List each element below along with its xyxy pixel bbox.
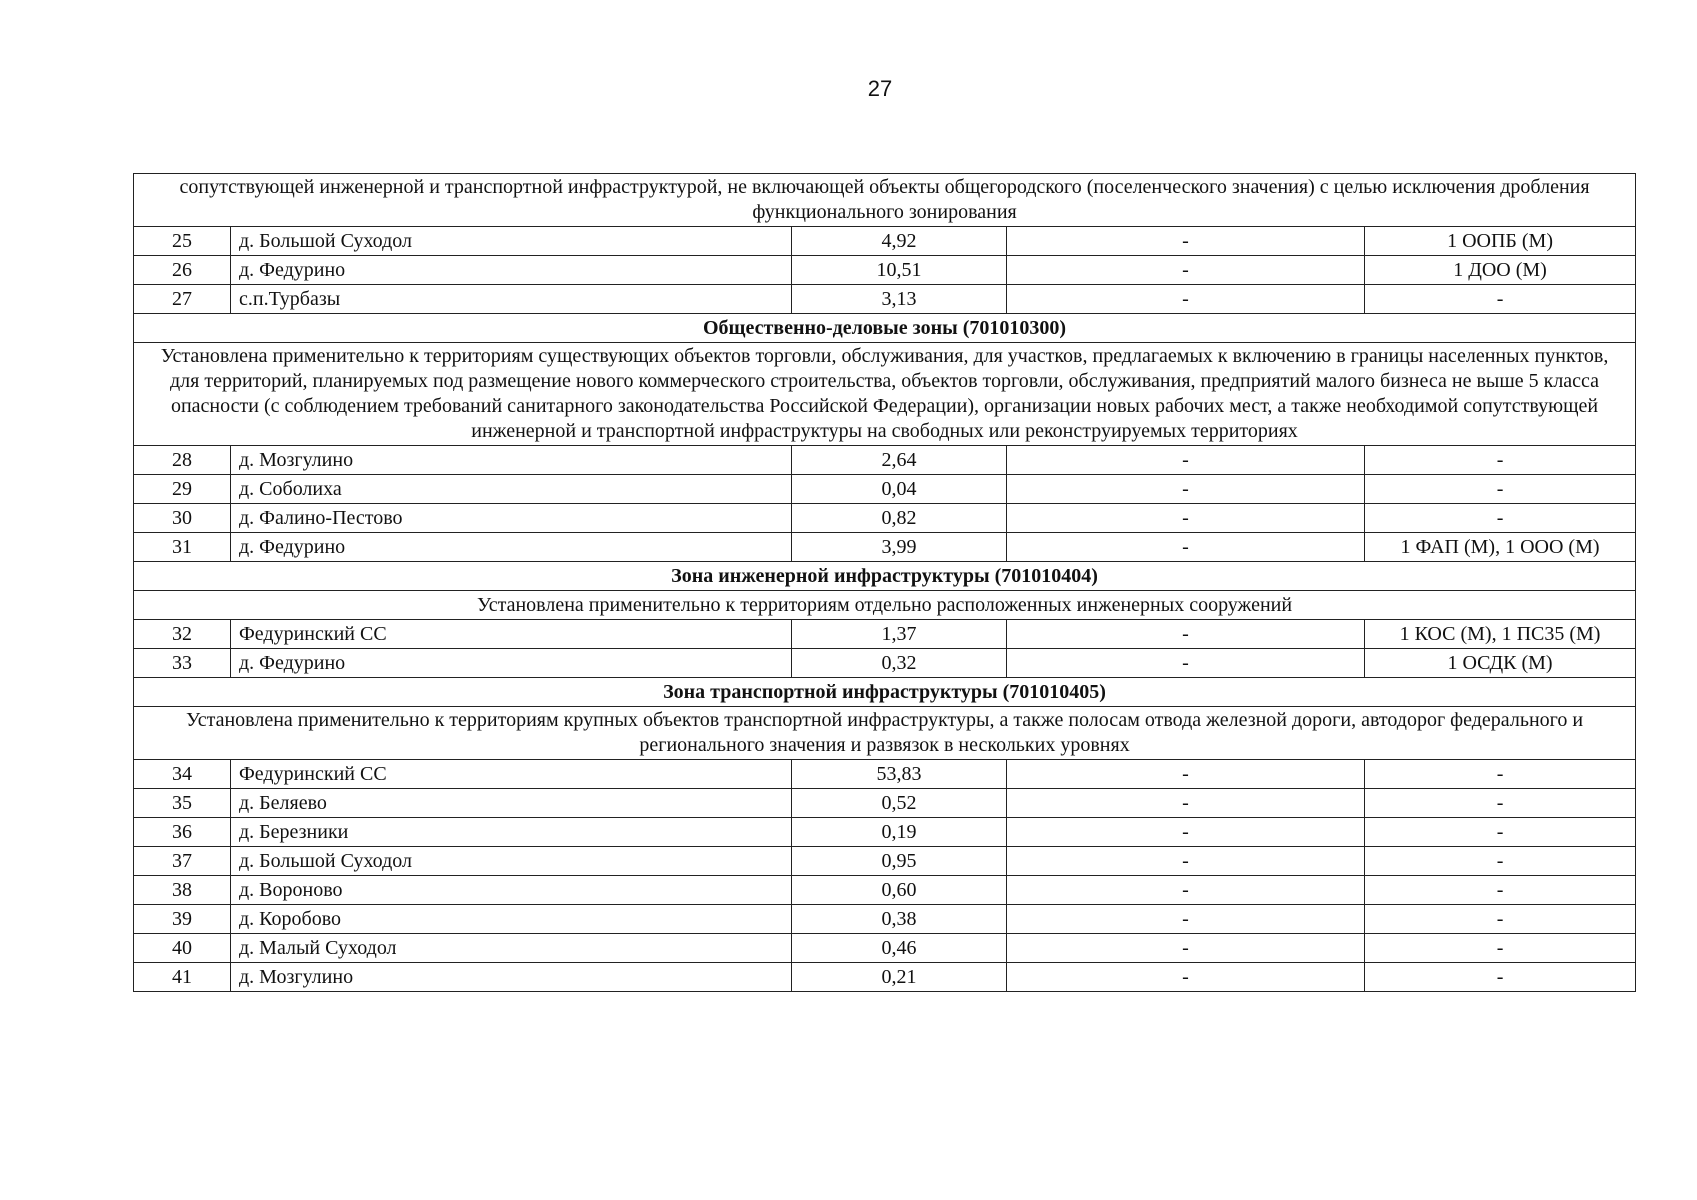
settlement-name: д. Соболиха — [231, 475, 792, 504]
table-row — [134, 649, 1636, 678]
settlement-name: д. Федурино — [231, 649, 792, 678]
zone-description: Установлена применительно к территориям крупных объектов транспортной инфраструктуры, а также полосам отвода железной дороги, автодорог федерального и регионального значения и развязок в нескольких уровнях — [134, 707, 1636, 760]
table-row — [134, 847, 1636, 876]
section-heading-row — [134, 678, 1636, 707]
area-value: 2,64 — [792, 446, 1007, 475]
objects-value: 1 КОС (М), 1 ПС35 (М) — [1365, 620, 1636, 649]
area-value: 0,19 — [792, 818, 1007, 847]
column-4-value: - — [1007, 905, 1365, 934]
row-number: 27 — [134, 285, 231, 314]
area-value: 0,38 — [792, 905, 1007, 934]
objects-value: - — [1365, 475, 1636, 504]
column-4-value: - — [1007, 256, 1365, 285]
settlement-name: д. Мозгулино — [231, 963, 792, 992]
table-row — [134, 446, 1636, 475]
area-value: 3,99 — [792, 533, 1007, 562]
table-row — [134, 285, 1636, 314]
section-heading: Общественно-деловые зоны (701010300) — [134, 314, 1636, 343]
note-row — [134, 174, 1636, 227]
table-row — [134, 963, 1636, 992]
settlement-name: д. Мозгулино — [231, 446, 792, 475]
column-4-value: - — [1007, 760, 1365, 789]
page-number: 27 — [867, 76, 893, 101]
column-4-value: - — [1007, 649, 1365, 678]
settlement-name: д. Фалино-Пестово — [231, 504, 792, 533]
area-value: 0,95 — [792, 847, 1007, 876]
settlement-name: д. Большой Суходол — [231, 847, 792, 876]
column-4-value: - — [1007, 876, 1365, 905]
section-heading: Зона инженерной инфраструктуры (701010404) — [134, 562, 1636, 591]
objects-value: - — [1365, 446, 1636, 475]
section-heading-row — [134, 314, 1636, 343]
zone-description: сопутствующей инженерной и транспортной инфраструктурой, не включающей объекты общегородского (поселенческого значения) с целью исключения дробления функционального зонирования — [134, 174, 1636, 227]
table-row — [134, 256, 1636, 285]
table-row — [134, 760, 1636, 789]
column-4-value: - — [1007, 789, 1365, 818]
table-row — [134, 504, 1636, 533]
area-value: 0,04 — [792, 475, 1007, 504]
settlement-name: д. Вороново — [231, 876, 792, 905]
area-value: 0,46 — [792, 934, 1007, 963]
section-heading: Зона транспортной инфраструктуры (701010405) — [134, 678, 1636, 707]
row-number: 28 — [134, 446, 231, 475]
row-number: 36 — [134, 818, 231, 847]
row-number: 31 — [134, 533, 231, 562]
table-row — [134, 818, 1636, 847]
table-row — [134, 934, 1636, 963]
column-4-value: - — [1007, 227, 1365, 256]
settlement-name: Федуринский СС — [231, 760, 792, 789]
row-number: 26 — [134, 256, 231, 285]
column-4-value: - — [1007, 620, 1365, 649]
area-value: 0,82 — [792, 504, 1007, 533]
column-4-value: - — [1007, 963, 1365, 992]
area-value: 4,92 — [792, 227, 1007, 256]
note-row — [134, 343, 1636, 446]
row-number: 34 — [134, 760, 231, 789]
zones-table — [133, 173, 1636, 992]
table-row — [134, 475, 1636, 504]
column-4-value: - — [1007, 934, 1365, 963]
objects-value: - — [1365, 934, 1636, 963]
column-4-value: - — [1007, 285, 1365, 314]
area-value: 53,83 — [792, 760, 1007, 789]
row-number: 41 — [134, 963, 231, 992]
row-number: 40 — [134, 934, 231, 963]
note-row — [134, 707, 1636, 760]
objects-value: - — [1365, 504, 1636, 533]
column-4-value: - — [1007, 818, 1365, 847]
column-4-value: - — [1007, 847, 1365, 876]
table-row — [134, 620, 1636, 649]
area-value: 10,51 — [792, 256, 1007, 285]
objects-value: - — [1365, 285, 1636, 314]
objects-value: - — [1365, 818, 1636, 847]
area-value: 3,13 — [792, 285, 1007, 314]
row-number: 35 — [134, 789, 231, 818]
column-4-value: - — [1007, 446, 1365, 475]
objects-value: - — [1365, 760, 1636, 789]
objects-value: 1 ДОО (М) — [1365, 256, 1636, 285]
row-number: 32 — [134, 620, 231, 649]
objects-value: 1 ОСДК (М) — [1365, 649, 1636, 678]
area-value: 0,21 — [792, 963, 1007, 992]
objects-value: - — [1365, 963, 1636, 992]
objects-value: 1 ФАП (М), 1 ООО (М) — [1365, 533, 1636, 562]
settlement-name: д. Березники — [231, 818, 792, 847]
table-row — [134, 789, 1636, 818]
zone-description: Установлена применительно к территориям отдельно расположенных инженерных сооружений — [134, 591, 1636, 620]
objects-value: - — [1365, 905, 1636, 934]
table-row — [134, 876, 1636, 905]
table-row — [134, 905, 1636, 934]
settlement-name: д. Беляево — [231, 789, 792, 818]
zone-description: Установлена применительно к территориям существующих объектов торговли, обслуживания, для участков, предлагаемых к включению в границы населенных пунктов, для территорий, планируемых под размещение нового коммерческого строительства, объектов торговли, обслуживания, предприятий малого бизнеса не выше 5 класса опасности (с соблюдением требований санитарного законодательства Российской Федерации), организации новых рабочих мест, а также необходимой сопутствующей инженерной и транспортной инфраструктуры на свободных или реконструируемых территориях — [134, 343, 1636, 446]
table-row — [134, 227, 1636, 256]
row-number: 39 — [134, 905, 231, 934]
objects-value: 1 ООПБ (М) — [1365, 227, 1636, 256]
row-number: 38 — [134, 876, 231, 905]
row-number: 29 — [134, 475, 231, 504]
objects-value: - — [1365, 847, 1636, 876]
settlement-name: Федуринский СС — [231, 620, 792, 649]
settlement-name: д. Большой Суходол — [231, 227, 792, 256]
column-4-value: - — [1007, 504, 1365, 533]
area-value: 1,37 — [792, 620, 1007, 649]
row-number: 25 — [134, 227, 231, 256]
column-4-value: - — [1007, 475, 1365, 504]
settlement-name: д. Коробово — [231, 905, 792, 934]
column-4-value: - — [1007, 533, 1365, 562]
area-value: 0,52 — [792, 789, 1007, 818]
settlement-name: д. Федурино — [231, 256, 792, 285]
note-row — [134, 591, 1636, 620]
objects-value: - — [1365, 876, 1636, 905]
settlement-name: с.п.Турбазы — [231, 285, 792, 314]
table-row — [134, 533, 1636, 562]
settlement-name: д. Федурино — [231, 533, 792, 562]
objects-value: - — [1365, 789, 1636, 818]
section-heading-row — [134, 562, 1636, 591]
row-number: 30 — [134, 504, 231, 533]
settlement-name: д. Малый Суходол — [231, 934, 792, 963]
area-value: 0,32 — [792, 649, 1007, 678]
row-number: 37 — [134, 847, 231, 876]
row-number: 33 — [134, 649, 231, 678]
area-value: 0,60 — [792, 876, 1007, 905]
